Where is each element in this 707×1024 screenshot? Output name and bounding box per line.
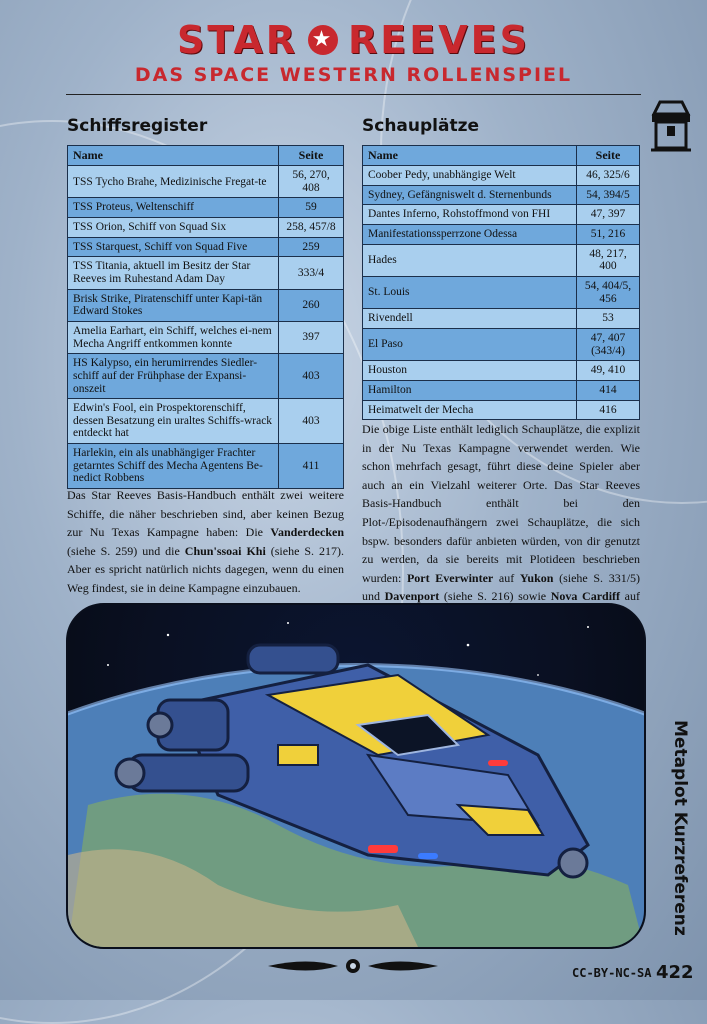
table-row bbox=[68, 257, 344, 289]
row-name: Brisk Strike, Piratenschiff unter Kapi-tän Edward Stokes bbox=[68, 289, 279, 321]
row-page: 333/4 bbox=[279, 257, 344, 289]
license-label: CC-BY-NC-SA bbox=[572, 966, 652, 980]
row-name: TSS Orion, Schiff von Squad Six bbox=[68, 218, 279, 238]
row-page: 411 bbox=[279, 444, 344, 489]
row-page: 403 bbox=[279, 354, 344, 399]
title-right: REEVES bbox=[348, 18, 530, 62]
star-icon: ★ bbox=[308, 25, 338, 55]
column-header-name: Name bbox=[363, 146, 577, 166]
paragraph-text: Die obige Liste enthält lediglich Schauplätze, die explizit in der Nu Texas Kampagne verwendet werden. Wie schon mehrfach gesagt, führt diese deine Spieler aber auch an ein Vielzahl weiterer Orte. Das Star Reeves Basis-Handbuch enthält bei den Plot-/Episodenaufhängern zwei Schauplätze, die sich bspw. besonders dafür anbieten würden, von dir genutzt zu werden, da sie bereits mit Plotideen beschrieben wurden: bbox=[362, 422, 640, 585]
row-name: Hades bbox=[363, 244, 577, 276]
place-yukon: Yukon bbox=[519, 570, 554, 585]
row-page: 54, 394/5 bbox=[577, 185, 640, 205]
row-name: Rivendell bbox=[363, 309, 577, 329]
row-name: Edwin's Fool, ein Prospektorenschiff, dessen Besatzung ein uraltes Schiffs-wrack entdeckt hat bbox=[68, 399, 279, 444]
spaceship-art bbox=[68, 605, 644, 947]
table-row bbox=[363, 328, 640, 360]
table-row bbox=[68, 289, 344, 321]
row-name: St. Louis bbox=[363, 277, 577, 309]
column-header-name: Name bbox=[68, 146, 279, 166]
row-page: 56, 270, 408 bbox=[279, 166, 344, 198]
row-page: 416 bbox=[577, 400, 640, 420]
table-row bbox=[68, 198, 344, 218]
row-name: HS Kalypso, ein herumirrendes Siedler-schiff auf der Frühphase der Expansi-onszeit bbox=[68, 354, 279, 399]
row-page: 48, 217, 400 bbox=[577, 244, 640, 276]
row-page: 414 bbox=[577, 380, 640, 400]
row-page: 59 bbox=[279, 198, 344, 218]
row-name: Harlekin, ein als unabhängiger Frachter getarntes Schiff des Mecha Agentens Be-nedict Robbens bbox=[68, 444, 279, 489]
row-name: TSS Tycho Brahe, Medizinische Fregat-te bbox=[68, 166, 279, 198]
row-page: 49, 410 bbox=[577, 361, 640, 381]
castle-logo-icon bbox=[648, 100, 694, 152]
paragraph-text: (siehe S. 216) sowie bbox=[439, 589, 551, 604]
ships-heading: Schiffsregister bbox=[67, 116, 208, 136]
magazine-subtitle: DAS SPACE WESTERN ROLLENSPIEL bbox=[134, 64, 573, 86]
row-page: 46, 325/6 bbox=[577, 166, 640, 186]
table-row bbox=[363, 185, 640, 205]
places-table bbox=[362, 145, 640, 420]
place-port-everwinter: Port Everwinter bbox=[406, 570, 494, 585]
table-row bbox=[68, 237, 344, 257]
row-page: 403 bbox=[279, 399, 344, 444]
row-name: Amelia Earhart, ein Schiff, welches ei-nem Mecha Angriff entkommen konnte bbox=[68, 321, 279, 353]
table-row bbox=[363, 166, 640, 186]
magazine-title bbox=[0, 18, 707, 62]
row-name: Hamilton bbox=[363, 380, 577, 400]
ships-paragraph bbox=[67, 486, 344, 598]
table-row bbox=[363, 277, 640, 309]
row-page: 397 bbox=[279, 321, 344, 353]
paragraph-text: (siehe S. 331/5) und bbox=[362, 570, 641, 604]
row-name: Manifestationssperrzone Odessa bbox=[363, 225, 577, 245]
column-header-page: Seite bbox=[279, 146, 344, 166]
table-row bbox=[68, 166, 344, 198]
row-page: 53 bbox=[577, 309, 640, 329]
row-page: 51, 216 bbox=[577, 225, 640, 245]
row-name: Heimatwelt der Mecha bbox=[363, 400, 577, 420]
table-row bbox=[363, 205, 640, 225]
column-header-page: Seite bbox=[577, 146, 640, 166]
row-name: Houston bbox=[363, 361, 577, 381]
table-row bbox=[68, 321, 344, 353]
page-number: 422 bbox=[656, 962, 694, 983]
header-divider bbox=[66, 94, 641, 95]
row-name: El Paso bbox=[363, 328, 577, 360]
title-left: STAR bbox=[177, 18, 299, 62]
row-page: 258, 457/8 bbox=[279, 218, 344, 238]
row-name: Dantes Inferno, Rohstoffmond von FHI bbox=[363, 205, 577, 225]
table-row bbox=[68, 354, 344, 399]
table-row bbox=[68, 218, 344, 238]
row-page: 54, 404/5, 456 bbox=[577, 277, 640, 309]
row-page: 47, 397 bbox=[577, 205, 640, 225]
row-name: TSS Starquest, Schiff von Squad Five bbox=[68, 237, 279, 257]
places-paragraph bbox=[362, 420, 640, 625]
table-row bbox=[363, 361, 640, 381]
footer-ornament-icon bbox=[268, 955, 438, 977]
place-davenport: Davenport bbox=[384, 589, 440, 604]
table-row bbox=[68, 399, 344, 444]
ships-table-body bbox=[68, 166, 344, 489]
paragraph-text: Das Star Reeves Basis-Handbuch enthält zwei weitere Schiffe, die näher beschrieben sind, aber keinen Bezug zur Nu Texas Kampagne haben: Die bbox=[67, 488, 344, 540]
ship-name-chunssoai: Chun'ssoai Khi bbox=[184, 543, 266, 558]
paragraph-text: (siehe S. 217). Aber es spricht natürlich nichts dagegen, wenn du einen Weg findest, sie in deine Kampagne einzubauen. bbox=[67, 543, 344, 595]
row-name: TSS Titania, aktuell im Besitz der Star Reeves im Ruhestand Adam Day bbox=[68, 257, 279, 289]
table-row bbox=[363, 400, 640, 420]
paragraph-text: (siehe S. 259) und die bbox=[67, 543, 185, 558]
row-page: 260 bbox=[279, 289, 344, 321]
row-name: Sydney, Gefängniswelt d. Sternenbunds bbox=[363, 185, 577, 205]
table-row bbox=[363, 309, 640, 329]
place-nova-cardiff: Nova Cardiff bbox=[550, 589, 621, 604]
row-page: 47, 407 (343/4) bbox=[577, 328, 640, 360]
row-name: TSS Proteus, Weltenschiff bbox=[68, 198, 279, 218]
paragraph-text: auf bbox=[493, 570, 520, 585]
table-row bbox=[363, 244, 640, 276]
paragraph-text: auf bbox=[620, 589, 640, 604]
ships-table bbox=[67, 145, 344, 489]
row-name: Coober Pedy, unabhängige Welt bbox=[363, 166, 577, 186]
places-table-body bbox=[363, 166, 640, 420]
table-row bbox=[363, 380, 640, 400]
table-row bbox=[68, 444, 344, 489]
places-heading: Schauplätze bbox=[362, 116, 480, 136]
sidebar-label: Metaplot Kurzreferenz bbox=[670, 720, 690, 936]
row-page: 259 bbox=[279, 237, 344, 257]
table-row bbox=[363, 225, 640, 245]
spaceship-illustration bbox=[66, 603, 646, 949]
ship-name-vanderdecken: Vanderdecken bbox=[270, 525, 344, 540]
